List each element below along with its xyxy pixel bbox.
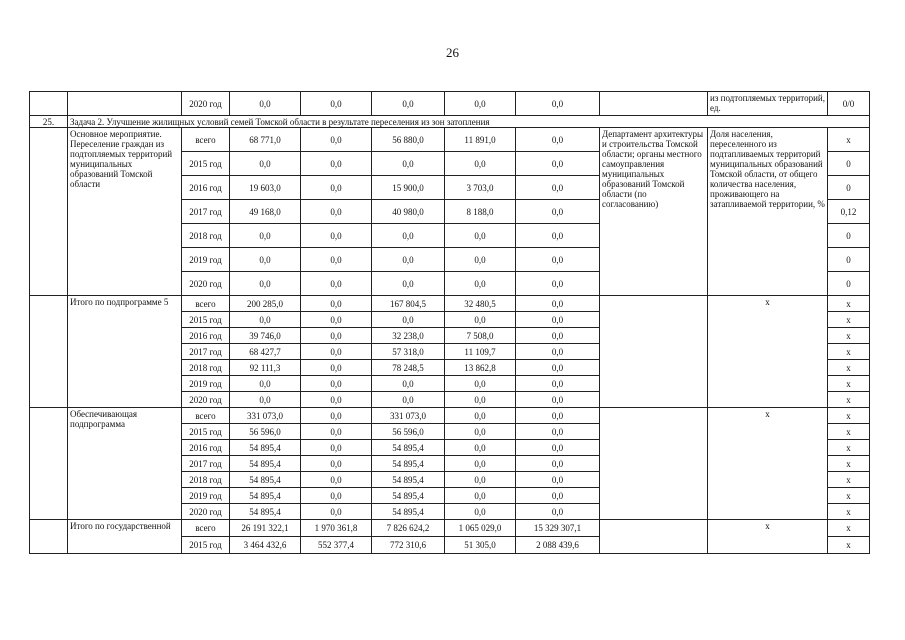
value-cell: 0,0 [516,92,600,116]
task-title: Задача 2. Улучшение жилищных условий семей Томской области в результате переселения из зон затопления [68,116,870,128]
value-cell: 54 895,4 [372,440,445,456]
value-cell: 0,0 [301,272,372,296]
value-cell: 0,0 [301,248,372,272]
target-cell: х [828,537,870,554]
year-cell: 2015 год [182,424,230,440]
value-cell: 57 318,0 [372,344,445,360]
target-cell: х [828,312,870,328]
year-cell: всего [182,296,230,312]
executor-cell [600,520,708,554]
value-cell: 32 480,5 [445,296,516,312]
executor-cell: Департамент архитектуры и строительства Томской области; органы местного самоуправления муниципальных образований Томской области (по согласованию) [600,128,708,296]
value-cell: 0,0 [516,128,600,152]
year-cell: всего [182,128,230,152]
target-cell: 0 [828,176,870,200]
year-cell: 2017 год [182,344,230,360]
num-cell [30,92,68,116]
target-cell: 0 [828,248,870,272]
target-cell: х [828,328,870,344]
value-cell: 0,0 [230,312,301,328]
value-cell: 54 895,4 [230,488,301,504]
target-cell: х [828,296,870,312]
value-cell: 0,0 [301,200,372,224]
value-cell: 331 073,0 [230,408,301,424]
value-cell: 0,0 [445,224,516,248]
value-cell: 13 862,8 [445,360,516,376]
value-cell: 0,0 [445,272,516,296]
year-cell: 2019 год [182,488,230,504]
indicator-cell: х [708,520,828,554]
value-cell: 0,0 [516,224,600,248]
value-cell: 0,0 [372,392,445,408]
value-cell: 552 377,4 [301,537,372,554]
year-cell: 2016 год [182,176,230,200]
value-cell: 200 285,0 [230,296,301,312]
value-cell: 0,0 [301,504,372,520]
year-cell: 2018 год [182,224,230,248]
value-cell: 0,0 [445,152,516,176]
value-cell: 0,0 [372,312,445,328]
value-cell: 0,0 [516,200,600,224]
value-cell: 0,0 [301,472,372,488]
value-cell: 56 880,0 [372,128,445,152]
value-cell: 0,0 [230,92,301,116]
value-cell: 0,0 [301,328,372,344]
value-cell: 0,0 [301,440,372,456]
value-cell: 51 305,0 [445,537,516,554]
value-cell: 92 111,3 [230,360,301,376]
target-cell: 0 [828,272,870,296]
page-number: 26 [446,45,459,60]
value-cell: 0,0 [230,392,301,408]
num-cell [30,408,68,520]
target-cell: 0 [828,224,870,248]
value-cell: 7 508,0 [445,328,516,344]
value-cell: 0,0 [445,424,516,440]
value-cell: 8 188,0 [445,200,516,224]
year-cell: 2020 год [182,272,230,296]
value-cell: 0,0 [445,392,516,408]
value-cell: 0,0 [301,312,372,328]
value-cell: 0,0 [301,92,372,116]
value-cell: 0,0 [230,224,301,248]
target-cell: х [828,440,870,456]
value-cell: 0,0 [301,344,372,360]
value-cell: 772 310,6 [372,537,445,554]
target-cell: х [828,392,870,408]
year-cell: 2020 год [182,92,230,116]
target-cell: х [828,472,870,488]
value-cell: 0,0 [301,456,372,472]
value-cell: 0,0 [372,376,445,392]
value-cell: 167 804,5 [372,296,445,312]
value-cell: 0,0 [445,456,516,472]
year-cell: 2015 год [182,537,230,554]
year-cell: 2016 год [182,440,230,456]
table-row [30,408,870,424]
table-row [30,128,870,152]
value-cell: 0,0 [516,176,600,200]
year-cell: 2015 год [182,152,230,176]
executor-cell [600,408,708,520]
value-cell: 0,0 [301,488,372,504]
value-cell: 0,0 [516,472,600,488]
value-cell: 15 329 307,1 [516,520,600,537]
value-cell: 54 895,4 [372,504,445,520]
program-table [29,91,870,554]
value-cell: 0,0 [516,376,600,392]
value-cell: 0,0 [230,152,301,176]
year-cell: всего [182,408,230,424]
value-cell: 0,0 [445,248,516,272]
value-cell: 56 596,0 [372,424,445,440]
year-cell: 2018 год [182,472,230,488]
state-total-name: Итого по государственной [68,520,182,554]
num-cell [30,128,68,296]
table-row [30,296,870,312]
target-cell: х [828,488,870,504]
year-cell: 2019 год [182,376,230,392]
target-cell: х [828,456,870,472]
value-cell: 0,0 [301,360,372,376]
value-cell: 0,0 [445,408,516,424]
target-cell: 0 [828,152,870,176]
indicator-cell: х [708,296,828,408]
value-cell: 0,0 [516,248,600,272]
value-cell: 0,0 [516,392,600,408]
value-cell: 0,0 [516,504,600,520]
value-cell: 54 895,4 [230,440,301,456]
value-cell: 26 191 322,1 [230,520,301,537]
value-cell: 54 895,4 [230,456,301,472]
value-cell: 0,0 [516,272,600,296]
value-cell: 78 248,5 [372,360,445,376]
row-number: 25. [30,116,68,128]
value-cell: 54 895,4 [230,472,301,488]
value-cell: 0,0 [445,488,516,504]
value-cell: 0,0 [301,176,372,200]
value-cell: 39 746,0 [230,328,301,344]
target-cell: x [828,128,870,152]
value-cell: 0,0 [516,152,600,176]
target-cell: х [828,424,870,440]
value-cell: 0,0 [516,360,600,376]
target-cell: х [828,520,870,537]
target-cell: х [828,376,870,392]
value-cell: 0,0 [516,328,600,344]
indicator-cell: из подтопляемых территорий, ед. [708,92,828,116]
value-cell: 1 970 361,8 [301,520,372,537]
indicator-cell: х [708,408,828,520]
value-cell: 54 895,4 [372,472,445,488]
year-cell: 2017 год [182,456,230,472]
value-cell: 11 891,0 [445,128,516,152]
task-row [30,116,870,128]
name-cell [68,92,182,116]
value-cell: 0,0 [516,312,600,328]
value-cell: 0,0 [372,248,445,272]
value-cell: 0,0 [301,424,372,440]
value-cell: 68 771,0 [230,128,301,152]
value-cell: 0,0 [445,312,516,328]
value-cell: 0,0 [230,376,301,392]
value-cell: 0,0 [301,376,372,392]
value-cell: 0,0 [516,408,600,424]
subprogram-total-name: Итого по подпрограмме 5 [68,296,182,408]
value-cell: 54 895,4 [372,488,445,504]
target-cell: х [828,408,870,424]
value-cell: 49 168,0 [230,200,301,224]
value-cell: 0,0 [372,152,445,176]
year-cell: 2016 год [182,328,230,344]
value-cell: 0,0 [516,456,600,472]
value-cell: 68 427,7 [230,344,301,360]
num-cell [30,296,68,408]
value-cell: 0,0 [230,272,301,296]
target-cell: 0,12 [828,200,870,224]
year-cell: 2017 год [182,200,230,224]
value-cell: 0,0 [301,224,372,248]
year-cell: 2018 год [182,360,230,376]
value-cell: 32 238,0 [372,328,445,344]
value-cell: 3 703,0 [445,176,516,200]
value-cell: 0,0 [301,392,372,408]
executor-cell [600,296,708,408]
value-cell: 0,0 [301,152,372,176]
value-cell: 54 895,4 [230,504,301,520]
year-cell: 2020 год [182,504,230,520]
value-cell: 1 065 029,0 [445,520,516,537]
table-row [30,92,870,116]
target-cell: 0/0 [828,92,870,116]
value-cell: 0,0 [445,472,516,488]
value-cell: 54 895,4 [372,456,445,472]
value-cell: 0,0 [445,440,516,456]
value-cell: 2 088 439,6 [516,537,600,554]
event-name: Основное мероприятие. Переселение граждан из подтопляемых территорий муниципальных образований Томской области [68,128,182,296]
value-cell: 0,0 [445,504,516,520]
value-cell: 56 596,0 [230,424,301,440]
year-cell: 2020 год [182,392,230,408]
value-cell: 0,0 [301,296,372,312]
value-cell: 0,0 [445,376,516,392]
value-cell: 15 900,0 [372,176,445,200]
value-cell: 40 980,0 [372,200,445,224]
value-cell: 0,0 [301,408,372,424]
executor-cell [600,92,708,116]
value-cell: 0,0 [516,440,600,456]
value-cell: 0,0 [230,248,301,272]
year-cell: всего [182,520,230,537]
indicator-cell: Доля населения, переселенного из подтапливаемых территорий муниципальных образований Томской области, от общего количества населения, проживающего на затапливаемой территории, % [708,128,828,296]
target-cell: х [828,504,870,520]
value-cell: 0,0 [516,488,600,504]
target-cell: х [828,344,870,360]
value-cell: 11 109,7 [445,344,516,360]
value-cell: 0,0 [372,272,445,296]
value-cell: 0,0 [301,128,372,152]
num-cell [30,520,68,554]
value-cell: 19 603,0 [230,176,301,200]
target-cell: х [828,360,870,376]
value-cell: 0,0 [516,296,600,312]
value-cell: 7 826 624,2 [372,520,445,537]
table-row [30,520,870,537]
value-cell: 0,0 [372,92,445,116]
support-subprogram-name: Обеспечивающая подпрограмма [68,408,182,520]
value-cell: 0,0 [445,92,516,116]
value-cell: 3 464 432,6 [230,537,301,554]
year-cell: 2019 год [182,248,230,272]
value-cell: 0,0 [516,424,600,440]
value-cell: 331 073,0 [372,408,445,424]
year-cell: 2015 год [182,312,230,328]
value-cell: 0,0 [372,224,445,248]
value-cell: 0,0 [516,344,600,360]
